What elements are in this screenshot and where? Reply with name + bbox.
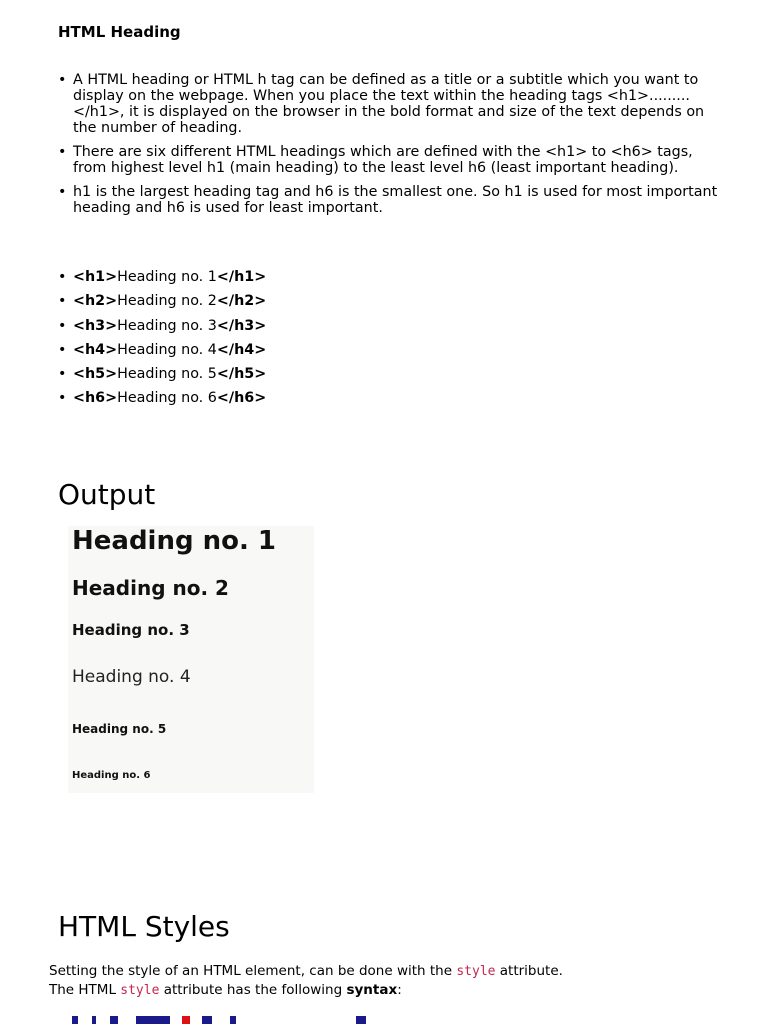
output-heading-3: Heading no. 3	[72, 621, 190, 639]
syntax-word: syntax	[346, 982, 398, 998]
close-tag: </h4>	[216, 341, 267, 358]
list-item: • There are six different HTML headings which are defined with the <h1> to <h6> tags, from highest level h1 (main heading) to the least level h6 (least important heading).	[58, 144, 718, 176]
open-tag: <h1>	[73, 269, 118, 285]
styles-text-2a: The HTML	[49, 982, 121, 998]
tag-text: Heading no. 2	[117, 293, 217, 310]
styles-text-1b: attribute.	[495, 963, 563, 979]
code-fragment	[230, 1016, 236, 1024]
styles-text-2b: attribute has the following	[159, 982, 347, 998]
heading-tag-list	[58, 265, 266, 411]
close-tag: </h6>	[216, 390, 267, 407]
open-tag: <h2>	[73, 293, 118, 310]
styles-title: HTML Styles	[58, 910, 230, 943]
code-fragment	[356, 1016, 366, 1024]
styles-text-2c: :	[397, 982, 402, 998]
open-tag: <h6>	[73, 390, 118, 407]
close-tag: </h5>	[216, 366, 267, 383]
tag-text: Heading no. 3	[117, 317, 217, 334]
close-tag: </h3>	[216, 317, 267, 334]
tag-text: Heading no. 1	[117, 269, 217, 285]
code-fragment	[110, 1016, 118, 1024]
cropped-code-line	[72, 1016, 492, 1024]
heading-section-title: HTML Heading	[58, 23, 181, 41]
open-tag: <h3>	[73, 317, 118, 334]
code-fragment	[92, 1016, 96, 1024]
code-fragment	[72, 1016, 78, 1024]
open-tag: <h5>	[73, 366, 118, 383]
output-heading-5: Heading no. 5	[72, 722, 167, 736]
close-tag: </h2>	[216, 293, 267, 310]
output-preview	[68, 526, 314, 793]
list-item	[58, 386, 266, 410]
styles-description	[49, 962, 729, 1000]
tag-text: Heading no. 5	[117, 366, 217, 383]
list-item	[58, 338, 266, 362]
close-tag: </h1>	[216, 269, 267, 285]
output-heading-6: Heading no. 6	[72, 770, 151, 781]
tag-text: Heading no. 4	[117, 341, 217, 358]
list-item: • A HTML heading or HTML h tag can be defined as a title or a subtitle which you want to display on the webpage. When you place the text within the heading tags <h1>.........</h1>, it is displayed on the browser in the bold format and size of the text depends on the number of heading.	[58, 72, 718, 136]
tag-text: Heading no. 6	[117, 390, 217, 407]
code-fragment	[182, 1016, 190, 1024]
code-fragment	[136, 1016, 170, 1024]
styles-text-1a: Setting the style of an HTML element, can be done with the	[49, 963, 457, 979]
list-item: • h1 is the largest heading tag and h6 is the smallest one. So h1 is used for most important heading and h6 is used for least important.	[58, 184, 718, 216]
code-fragment	[202, 1016, 212, 1024]
style-keyword: style	[120, 983, 160, 998]
list-item	[58, 265, 266, 289]
list-item	[58, 289, 266, 313]
list-item	[58, 362, 266, 386]
output-heading-1: Heading no. 1	[72, 526, 277, 556]
style-keyword: style	[456, 964, 496, 979]
heading-description-list	[58, 72, 718, 224]
output-title: Output	[58, 478, 156, 511]
open-tag: <h4>	[73, 341, 118, 358]
list-item	[58, 314, 266, 338]
output-heading-4: Heading no. 4	[72, 667, 191, 687]
output-heading-2: Heading no. 2	[72, 576, 229, 600]
